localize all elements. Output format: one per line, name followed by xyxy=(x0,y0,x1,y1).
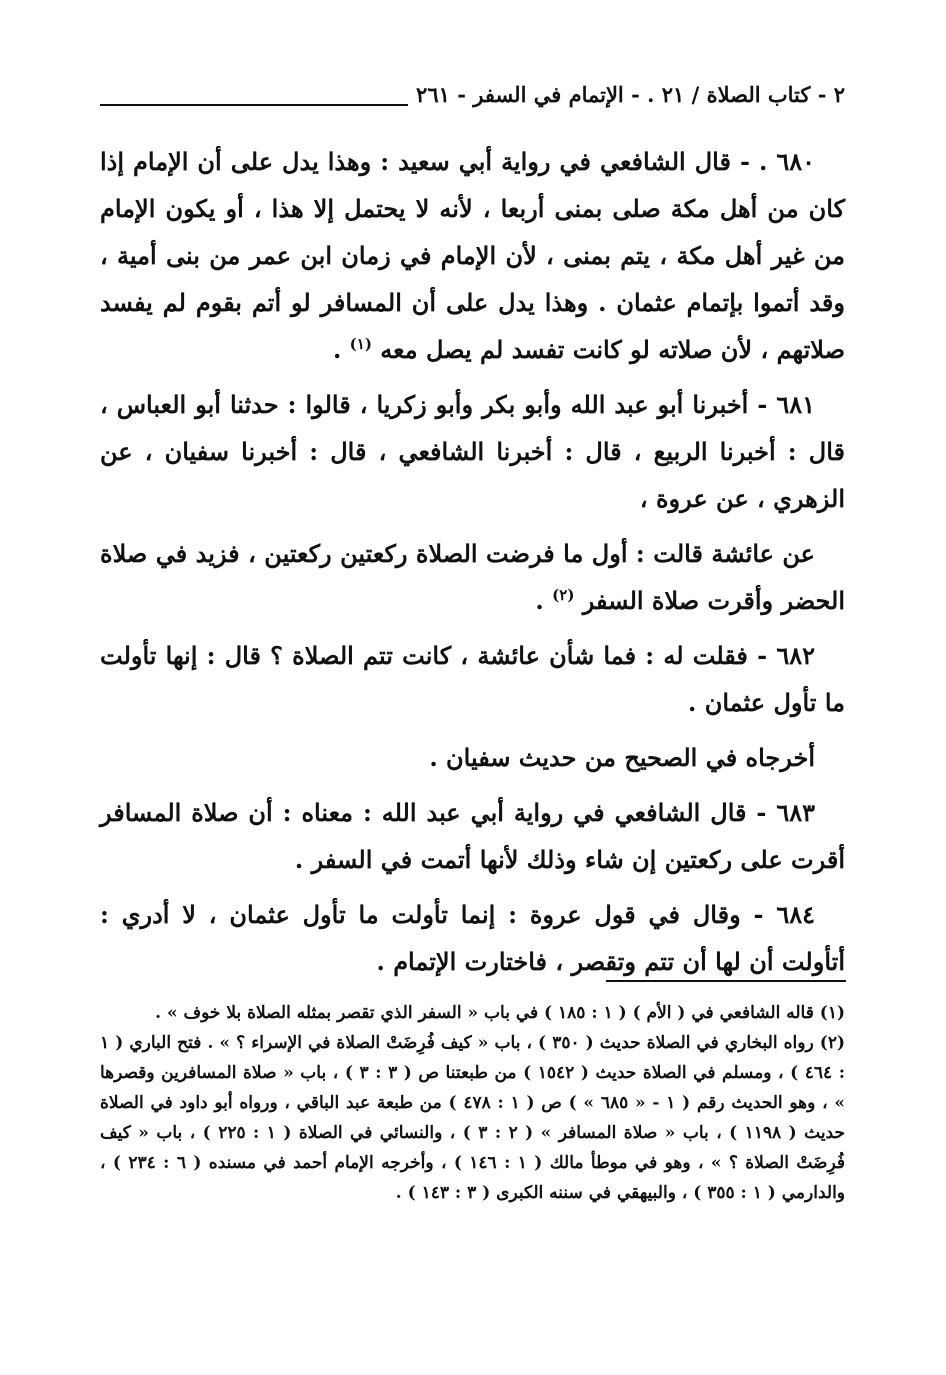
paragraph-text: ٦٨٠ . - قال الشافعي في رواية أبي سعيد : وهذا يدل على أن الإمام إذا كان من أهل مكة صلى بمنى أربعا ، لأنه لا يحتمل إلا هذا ، أو يكون الإمام من غير أهل مكة ، يتم بمنى ، لأن الإمام في زمان ابن عمر من بنى أمية ، وقد أتموا بإتمام عثمان . وهذا يدل على أن المسافر لو أتم بقوم لم يفسد صلاتهم ، لأن صلاته لو كانت تفسد لم يصل معه xyxy=(100,147,845,364)
paragraph-text: ٦٨١ - أخبرنا أبو عبد الله وأبو بكر وأبو زكريا ، قالوا : حدثنا أبو العباس ، قال : أخبرنا الربيع ، قال : أخبرنا الشافعي ، قال : أخبرنا سفيان ، عن الزهري ، عن عروة ، xyxy=(100,390,845,513)
paragraph-text: عن عائشة قالت : أول ما فرضت الصلاة ركعتين ركعتين ، فزيد في صلاة الحضر وأقرت صلاة السفر xyxy=(100,539,845,615)
paragraph-tail: . xyxy=(332,335,350,364)
footnotes xyxy=(100,998,845,1208)
paragraph-683 xyxy=(100,789,845,883)
paragraph-tail: . xyxy=(535,586,553,615)
running-header xyxy=(100,78,845,114)
paragraph-681-hadith xyxy=(100,530,845,624)
paragraph-682 xyxy=(100,632,845,726)
footnote-1: (١) قاله الشافعي في ( الأم ) ( ١ : ١٨٥ ) في باب « السفر الذي تقصر بمثله الصلاة بلا خوف » . xyxy=(155,1003,845,1023)
footnote-2: (٢) رواه البخاري في الصلاة حديث ( ٣٥٠ ) ، باب « كيف فُرِضَتْ الصلاة في الإسراء ؟ » . فتح الباري ( ١ : ٤٦٤ ) ، ومسلم في الصلاة حديث ( ١٥٤٢ ) من طبعتنا ص ( ٣ : ٣ ) ، باب « صلاة المسافرين وقصرها » ، وهو الحديث رقم ( ١ - « ٦٨٥ » ) ص ( ١ : ٤٧٨ ) من طبعة عبد الباقي ، ورواه أبو داود في الصلاة حديث ( ١١٩٨ ) ، باب « صلاة المسافر » ( ٢ : ٣ ) ، والنسائي في الصلاة ( ١ : ٢٢٥ ) ، باب « كيف فُرِضَتْ الصلاة ؟ » ، وهو في موطأ مالك ( ١ : ١٤٦ ) ، وأخرجه الإمام أحمد في مسنده ( ٦ : ٢٣٤ ) ، والدارمي ( ١ : ٣٥٥ ) ، والبيهقي في سننه الكبرى ( ٣ : ١٤٣ ) . xyxy=(100,1033,846,1203)
paragraph-682-note xyxy=(100,734,845,781)
paragraph-text: أخرجاه في الصحيح من حديث سفيان . xyxy=(429,743,815,772)
paragraph-684 xyxy=(100,891,845,985)
footnote-ref-2: (٢) xyxy=(552,586,575,604)
paragraph-680 xyxy=(100,138,845,373)
footnote-ref-1: (١) xyxy=(349,335,372,353)
paragraph-681 xyxy=(100,381,845,522)
paragraph-text: ٦٨٣ - قال الشافعي في رواية أبي عبد الله : معناه : أن صلاة المسافر أقرت على ركعتين إن شاء وذلك لأنها أتمت في السفر . xyxy=(100,798,845,874)
paragraph-text: ٦٨٢ - فقلت له : فما شأن عائشة ، كانت تتم الصلاة ؟ قال : إنها تأولت ما تأول عثمان . xyxy=(100,641,845,717)
paragraph-text: ٦٨٤ - وقال في قول عروة : إنما تأولت ما تأول عثمان ، لا أدري : أتأولت أن لها أن تتم وتقصر ، فاختارت الإتمام . xyxy=(100,900,845,976)
footnote-rule xyxy=(606,980,846,982)
main-text xyxy=(100,138,845,993)
running-title: ٢ - كتاب الصلاة / ٢١ . - الإتمام في السفر - ٢٦١ xyxy=(408,82,845,107)
